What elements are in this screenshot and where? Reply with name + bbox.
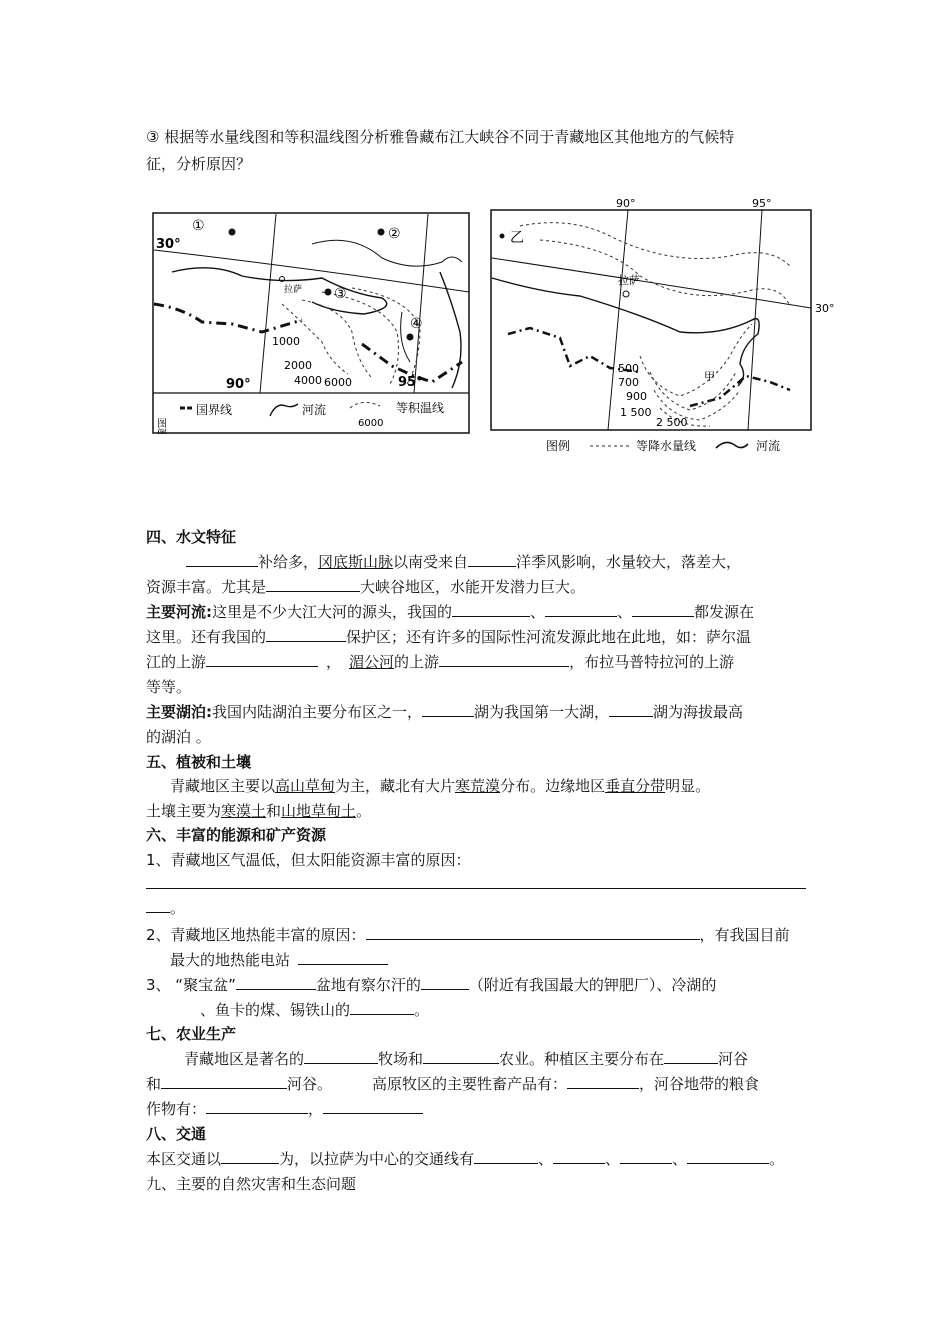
isotherm-2000-label: 2000 <box>284 359 312 372</box>
section-8-title: 八、交通 <box>146 1125 207 1143</box>
point-yi-label: 乙 <box>510 230 524 246</box>
sec7-line-3: 作物有： ， <box>146 1099 423 1119</box>
isohyet-map <box>490 196 840 458</box>
isohyet-900-label: 900 <box>626 390 647 403</box>
sec4-line-1: 补给多，冈底斯山脉以南受来自 洋季风影响，水量较大，落差大， <box>186 552 741 572</box>
sec6-q1: 1、青藏地区气温低，但太阳能资源丰富的原因： <box>146 851 471 869</box>
section-6-title: 六、丰富的能源和矿产资源 <box>146 826 327 844</box>
sec6-q3-line-2: 、鱼卡的煤、锡铁山的 。 <box>200 1001 430 1019</box>
legend-title: 图例 <box>154 418 166 434</box>
legend-river: 河流 <box>756 439 781 453</box>
point-label-1: ① <box>192 218 205 234</box>
sec7-line-1: 青藏地区是著名的 牧场和 农业。种植区主要分布在 河谷 <box>184 1050 749 1068</box>
section-4-title: 四、水文特征 <box>146 528 237 546</box>
isotherm-6000-label: 6000 <box>324 376 352 389</box>
isotherm-1000-label: 1000 <box>272 335 300 348</box>
sec4-rivers-line-1: 主要河流:这里是不少大江大河的源头，我国的 、 、 都发源在 <box>146 603 755 621</box>
point-label-3: ③ <box>334 286 347 302</box>
point-label-2: ② <box>388 226 401 242</box>
lon-90-label: 90° <box>616 197 636 210</box>
answer-line <box>146 888 806 889</box>
question-line-1: ③ 根据等水量线图和等积温线图分析雅鲁藏布江大峡谷不同于青藏地区其他地方的气候特 <box>146 128 735 146</box>
lon-90-label: 90° <box>226 377 251 392</box>
isohyet-1500-label: 1 500 <box>620 406 652 419</box>
sec4-rivers-line-4: 等等。 <box>146 678 192 696</box>
legend-isohyet: 等降水量线 <box>636 439 697 453</box>
sec6-q2: 2、青藏地区地热能丰富的原因： ，有我国目前 <box>146 926 790 944</box>
lat-30-label: 30° <box>156 237 181 252</box>
isohyet-700-label: 700 <box>618 376 639 389</box>
legend-isotherm: 等积温线 <box>396 401 445 415</box>
question-line-2: 征，分析原因？ <box>146 155 252 173</box>
sec4-lakes-line-1: 主要湖泊:我国内陆湖泊主要分布区之一， 湖为我国第一大湖， 湖为海拔最高 <box>146 703 744 721</box>
sec4-line-2: 资源丰富。尤其是 大峡谷地区，水能开发潜力巨大。 <box>146 578 586 596</box>
section-7-title: 七、农业生产 <box>146 1025 237 1043</box>
city-lhasa-label: 拉萨 <box>618 274 640 287</box>
sec4-rivers-line-2: 这里。还有我国的 保护区；还有许多的国际性河流发源此地在此地，如：萨尔温 <box>146 628 752 646</box>
isotherm-4000-label: 4000 <box>294 374 322 387</box>
isohyet-2500-label: 2 500 <box>656 416 688 429</box>
legend-isotherm-value: 6000 <box>358 418 384 429</box>
sec6-q3: 3、 “聚宝盆” 盆地有察尔汗的 （附近有我国最大的钾肥厂）、冷湖的 <box>146 976 717 994</box>
section-9-title: 九、主要的自然灾害和生态问题 <box>146 1175 357 1193</box>
isotherm-map <box>152 212 470 434</box>
legend-river: 河流 <box>302 403 327 417</box>
lon-95-label: 95° <box>398 375 423 390</box>
sec7-line-2: 和 河谷。 高原牧区的主要牲畜产品有： ，河谷地带的粮食 <box>146 1075 760 1093</box>
sec8-line-1: 本区交通以 为，以拉萨为中心的交通线有 、 、 、 。 <box>146 1150 785 1168</box>
isohyet-500-label: 500 <box>618 362 639 375</box>
sec5-line-1: 青藏地区主要以高山草甸为主，藏北有大片寒荒漠分布。边缘地区垂直分带明显。 <box>170 777 711 795</box>
legend-title: 图例 <box>546 439 571 453</box>
lon-95-label: 95° <box>752 197 772 210</box>
sec6-q2-line-2: 最大的地热能电站 <box>170 950 388 970</box>
point-label-4: ④ <box>410 316 423 332</box>
lat-30-label: 30° <box>815 302 835 315</box>
point-jia-label: 甲 <box>704 370 715 383</box>
sec4-lakes-line-2: 的湖泊 。 <box>146 728 211 746</box>
sec6-q1-end: 。 <box>146 898 185 918</box>
sec4-rivers-line-3: 江的上游 ， 湄公河的上游 ，布拉马普特拉河的上游 <box>146 653 735 671</box>
section-5-title: 五、植被和土壤 <box>146 753 252 771</box>
sec5-line-2: 土壤主要为寒漠土和山地草甸土。 <box>146 802 372 820</box>
legend-border: 国界线 <box>196 403 233 417</box>
city-lhasa-label: 拉萨 <box>284 285 303 295</box>
